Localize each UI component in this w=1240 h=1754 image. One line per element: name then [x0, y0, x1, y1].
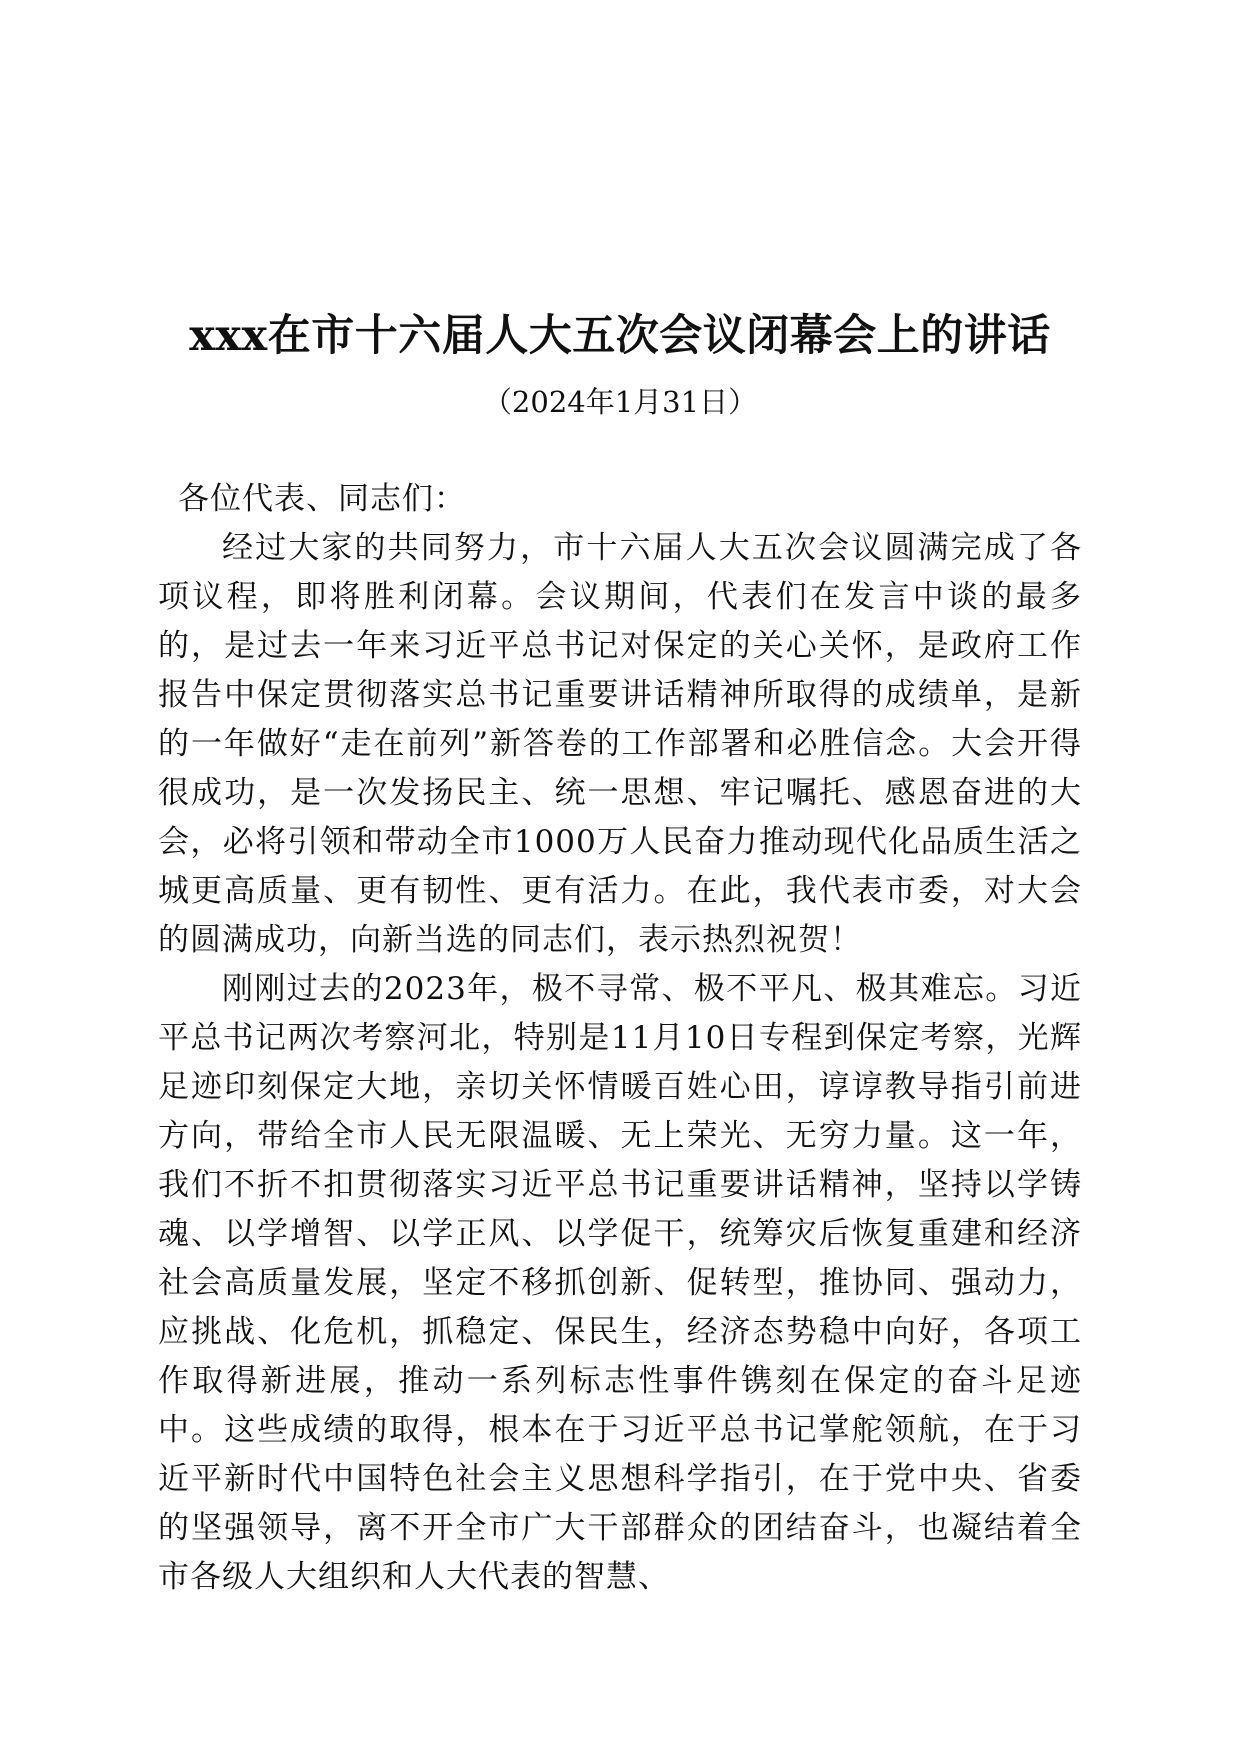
paragraph-1: 经过大家的共同努力，市十六届人大五次会议圆满完成了各项议程，即将胜利闭幕。会议期间，代表们在发言中谈的最多的，是过去一年来习近平总书记对保定的关心关怀，是政府工作报告中保定贯彻落实总书记重要讲话精神所取得的成绩单，是新的一年做好“走在前列”新答卷的工作部署和必胜信念。大会开得很成功，是一次发扬民主、统一思想、牢记嘱托、感恩奋进的大会，必将引领和带动全市1000万人民奋力推动现代化品质生活之城更高质量、更有韧性、更有活力。在此，我代表市委，对大会的圆满成功，向新当选的同志们，表示热烈祝贺！	[158, 530, 1082, 958]
paragraph-2: 刚刚过去的2023年，极不寻常、极不平凡、极其难忘。习近平总书记两次考察河北，特别是11月10日专程到保定考察，光辉足迹印刻保定大地，亲切关怀情暖百姓心田，谆谆教导指引前进方向，带给全市人民无限温暖、无上荣光、无穷力量。这一年，我们不折不扣贯彻落实习近平总书记重要讲话精神，坚持以学铸魂、以学增智、以学正风、以学促干，统筹灾后恢复重建和经济社会高质量发展，坚定不移抓创新、促转型，推协同、强动力，应挑战、化危机，抓稳定、保民生，经济态势稳中向好，各项工作取得新进展，推动一系列标志性事件镌刻在保定的奋斗足迹中。这些成绩的取得，根本在于习近平总书记掌舵领航，在于习近平新时代中国特色社会主义思想科学指引，在于党中央、省委的坚强领导，离不开全市广大干部群众的团结奋斗，也凝结着全市各级人大组织和人大代表的智慧、	[158, 971, 1082, 1595]
speech-date: （2024年1月31日）	[482, 385, 758, 419]
document-body	[158, 475, 1082, 1602]
document-title: xxx在市十六届人大五次会议闭幕会上的讲话	[189, 311, 1051, 361]
salutation: 各位代表、同志们：	[178, 481, 466, 517]
